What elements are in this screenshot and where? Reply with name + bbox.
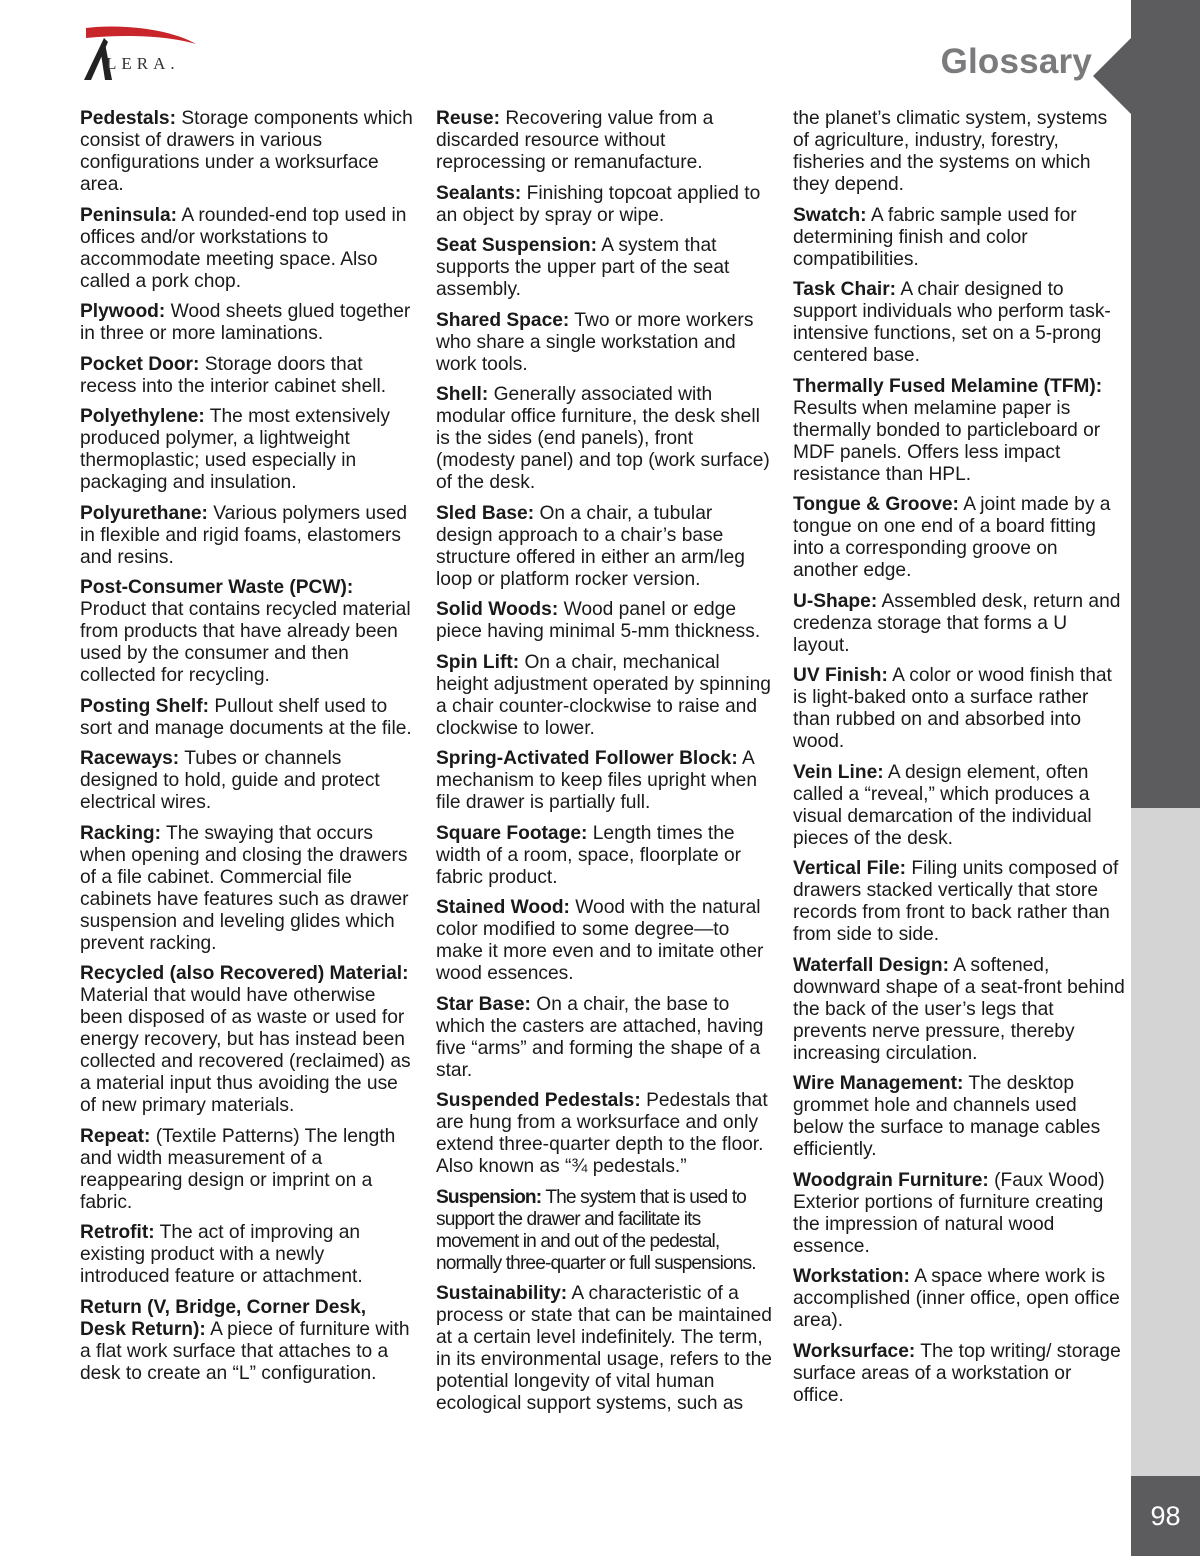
glossary-term: Seat Suspension: <box>436 235 597 256</box>
glossary-definition: The most extensively produced polymer, a lightweight thermoplastic; used especially in packaging and insulation. <box>80 406 390 493</box>
glossary-definition: Results when melamine paper is thermally bonded to particleboard or MDF panels. Offers less impact resistance than HPL. <box>793 397 1101 485</box>
glossary-definition: A color or wood finish that is light-baked onto a surface rather than rubbed on and absorbed into wood. <box>793 665 1112 752</box>
glossary-definition: Finishing topcoat applied to an object by spray or wipe. <box>436 182 761 226</box>
page-number: 98 <box>1131 1476 1200 1556</box>
glossary-term: Workstation: <box>793 1266 910 1287</box>
glossary-term: Plywood: <box>80 301 166 322</box>
glossary-entry <box>436 652 772 740</box>
glossary-term: Swatch: <box>793 204 867 226</box>
glossary-definition: A fabric sample used for determining finish and color compatibilities. <box>793 204 1077 270</box>
glossary-term: Pocket Door: <box>80 353 200 375</box>
glossary-term: Repeat: <box>80 1125 151 1147</box>
glossary-entry <box>436 108 772 174</box>
glossary-entry <box>793 665 1125 753</box>
glossary-entry <box>80 1222 414 1288</box>
glossary-entry <box>80 577 414 687</box>
glossary-definition: Two or more workers who share a single workstation and work tools. <box>436 309 754 375</box>
glossary-definition: Storage components which consist of drawers in various configurations under a worksurface area. <box>80 108 413 195</box>
glossary-definition: Generally associated with modular office furniture, the desk shell is the sides (end panels), front (modesty panel) and top (work surface) of the desk. <box>436 384 770 493</box>
glossary-entry <box>436 1187 772 1275</box>
glossary-entry <box>793 1266 1125 1332</box>
glossary-term: UV Finish: <box>793 665 888 686</box>
glossary-definition: The act of improving an existing product with a newly introduced feature or attachment. <box>80 1222 363 1287</box>
glossary-term: Return (V, Bridge, Corner Desk, Desk Return): <box>80 1296 367 1340</box>
glossary-entry <box>436 1283 772 1415</box>
glossary-definition: Wood with the natural color modified to some degree—to make it more even and to imitate other wood essences. <box>436 897 764 984</box>
glossary-term: Square Footage: <box>436 822 588 844</box>
glossary-term: Thermally Fused Melamine (TFM): <box>793 375 1103 397</box>
glossary-term: Spring-Activated Follower Block: <box>436 748 738 769</box>
glossary-definition: A piece of furniture with a flat work surface that attaches to a desk to create an “L” configuration. <box>80 1318 410 1384</box>
glossary-entry <box>80 963 414 1117</box>
glossary-entry <box>793 108 1125 196</box>
glossary-entry <box>793 591 1125 657</box>
logo-wordmark: LERA. <box>106 54 180 73</box>
glossary-entry <box>436 310 772 376</box>
glossary-definition: Pedestals that are hung from a worksurface and only extend three-quarter depth to the floor. Also known as “¾ pedestals.” <box>436 1090 768 1177</box>
glossary-term: Racking: <box>80 822 162 844</box>
glossary-entry <box>793 955 1125 1065</box>
glossary-term: Wire Management: <box>793 1073 964 1094</box>
glossary-term: Polyurethane: <box>80 502 208 524</box>
glossary-entry <box>793 376 1125 486</box>
glossary-definition: A mechanism to keep files upright when file drawer is partially full. <box>436 748 758 813</box>
glossary-entry <box>793 1341 1125 1407</box>
glossary-term: Peninsula: <box>80 204 178 226</box>
glossary-definition: A space where work is accomplished (inner office, open office area). <box>793 1266 1120 1331</box>
glossary-definition: The system that is used to support the drawer and facilitate its movement in and out of the pedestal, normally three-quarter or full suspensions. <box>436 1186 756 1274</box>
glossary-definition: A system that supports the upper part of the seat assembly. <box>436 235 730 300</box>
glossary-entry <box>793 1073 1125 1161</box>
glossary-definition: Product that contains recycled material from products that have already been used by the consumer and then collected for recycling. <box>80 599 411 686</box>
glossary-entry <box>793 762 1125 850</box>
glossary-definition: Pullout shelf used to sort and manage documents at the file. <box>80 695 412 739</box>
glossary-definition: The top writing/ storage surface areas of a workstation or office. <box>793 1340 1121 1406</box>
glossary-entry <box>436 235 772 301</box>
glossary-entry <box>80 205 414 293</box>
glossary-definition: A design element, often called a “reveal,” which produces a visual demarcation of the individual pieces of the desk. <box>793 761 1092 849</box>
glossary-entry <box>793 858 1125 946</box>
glossary-term: Worksurface: <box>793 1340 916 1362</box>
glossary-definition: Material that would have otherwise been disposed of as waste or used for energy recovery, but has instead been collected and recovered (reclaimed) as a material input thus avoiding the use of new primary materials. <box>80 985 411 1116</box>
glossary-entry <box>80 108 414 196</box>
glossary-definition: Filing units composed of drawers stacked vertically that store records from front to back rather than from side to side. <box>793 858 1119 945</box>
glossary-entry <box>436 897 772 985</box>
glossary-entry <box>436 599 772 643</box>
glossary-term: Task Chair: <box>793 279 897 300</box>
glossary-definition: On a chair, mechanical height adjustment operated by spinning a chair counter-clockwise to raise and clockwise to lower. <box>436 651 771 739</box>
glossary-definition: Wood sheets glued together in three or more laminations. <box>80 301 411 344</box>
glossary-term: Sealants: <box>436 182 522 204</box>
glossary-definition: A chair designed to support individuals who perform task-intensive functions, set on a 5-prong centered base. <box>793 279 1111 366</box>
glossary-term: Shell: <box>436 384 489 405</box>
glossary-entry <box>80 696 414 740</box>
glossary-term: Post-Consumer Waste (PCW): <box>80 577 354 598</box>
glossary-term: Posting Shelf: <box>80 695 209 717</box>
glossary-term: Retrofit: <box>80 1222 155 1243</box>
glossary-definition: The desktop grommet hole and channels used below the surface to manage cables efficiently. <box>793 1073 1101 1160</box>
glossary-term: Reuse: <box>436 108 500 129</box>
glossary-definition: A characteristic of a process or state that can be maintained at a certain level indefinitely. The term, in its environmental usage, refers to the potential longevity of vital human ecological support systems, such as <box>436 1283 772 1414</box>
glossary-definition: On a chair, a tubular design approach to a chair’s base structure offered in either an arm/leg loop or platform rocker version. <box>436 502 745 590</box>
glossary-term: Pedestals: <box>80 108 176 129</box>
glossary-term: U-Shape: <box>793 590 878 612</box>
glossary-term: Woodgrain Furniture: <box>793 1169 989 1191</box>
glossary-entry <box>436 823 772 889</box>
glossary-term: Polyethylene: <box>80 406 205 427</box>
glossary-entry <box>80 406 414 494</box>
glossary-term: Spin Lift: <box>436 651 520 673</box>
side-tab-bar-lower <box>1131 808 1200 1476</box>
glossary-term: Vein Line: <box>793 761 884 783</box>
glossary-definition: Assembled desk, return and credenza storage that forms a U layout. <box>793 590 1121 656</box>
glossary-entry <box>436 384 772 494</box>
glossary-entry <box>80 823 414 955</box>
glossary-definition: Wood panel or edge piece having minimal 5-mm thickness. <box>436 599 761 642</box>
glossary-definition: Various polymers used in flexible and rigid foams, elastomers and resins. <box>80 502 408 568</box>
glossary-term: Sled Base: <box>436 502 535 524</box>
glossary-entry <box>80 503 414 569</box>
glossary-term: Star Base: <box>436 993 531 1015</box>
glossary-term: Raceways: <box>80 748 180 769</box>
glossary-definition: Tubes or channels designed to hold, guide and protect electrical wires. <box>80 748 380 813</box>
glossary-term: Stained Wood: <box>436 897 570 918</box>
glossary-entry <box>80 354 414 398</box>
glossary-entry <box>80 301 414 345</box>
glossary-definition: (Textile Patterns) The length and width measurement of a reappearing design or imprint on a fabric. <box>80 1125 396 1213</box>
glossary-entry <box>436 748 772 814</box>
side-tab-bar <box>1131 0 1200 808</box>
glossary-entry <box>436 503 772 591</box>
glossary-entry <box>80 1297 414 1385</box>
glossary-term: Solid Woods: <box>436 599 559 620</box>
glossary-definition: The swaying that occurs when opening and closing the drawers of a file cabinet. Commercial file cabinets have features such as drawer suspension and leveling glides which prevent racking. <box>80 822 409 954</box>
glossary-entry <box>793 494 1125 582</box>
glossary-term: Waterfall Design: <box>793 954 950 976</box>
glossary-column-2 <box>436 108 772 1424</box>
glossary-definition: (Faux Wood) Exterior portions of furniture creating the impression of natural wood essence. <box>793 1169 1105 1257</box>
glossary-definition: Storage doors that recess into the interior cabinet shell. <box>80 353 387 397</box>
glossary-column-1 <box>80 108 414 1393</box>
glossary-entry <box>793 205 1125 271</box>
glossary-definition: A softened, downward shape of a seat-front behind the back of the user’s legs that prevents nerve pressure, thereby increasing circulation. <box>793 954 1125 1064</box>
glossary-definition: Recovering value from a discarded resource without reprocessing or remanufacture. <box>436 108 714 173</box>
glossary-entry <box>80 1126 414 1214</box>
glossary-entry <box>436 994 772 1082</box>
glossary-term: Shared Space: <box>436 309 570 331</box>
glossary-entry <box>436 1090 772 1178</box>
glossary-term: Suspended Pedestals: <box>436 1090 641 1111</box>
glossary-term: Suspension: <box>436 1186 542 1208</box>
page-title: Glossary <box>940 42 1092 81</box>
tab-notch-arrow <box>1093 38 1131 114</box>
glossary-definition: A rounded-end top used in offices and/or workstations to accommodate meeting space. Also called a pork chop. <box>80 204 407 292</box>
glossary-term: Sustainability: <box>436 1283 568 1304</box>
glossary-term: Tongue & Groove: <box>793 494 959 515</box>
glossary-entry <box>80 748 414 814</box>
glossary-column-3 <box>793 108 1125 1415</box>
glossary-definition: On a chair, the base to which the casters are attached, having five “arms” and forming the shape of a star. <box>436 993 764 1081</box>
glossary-definition: Length times the width of a room, space, floorplate or fabric product. <box>436 822 742 888</box>
glossary-term: Vertical File: <box>793 858 907 879</box>
glossary-entry <box>793 279 1125 367</box>
glossary-definition: A joint made by a tongue on one end of a board fitting into a corresponding groove on another edge. <box>793 494 1111 581</box>
glossary-definition: the planet’s climatic system, systems of agriculture, industry, forestry, fisheries and the systems on which they depend. <box>793 108 1108 195</box>
glossary-entry <box>436 183 772 227</box>
glossary-term: Recycled (also Recovered) Material: <box>80 963 409 984</box>
glossary-entry <box>793 1170 1125 1258</box>
